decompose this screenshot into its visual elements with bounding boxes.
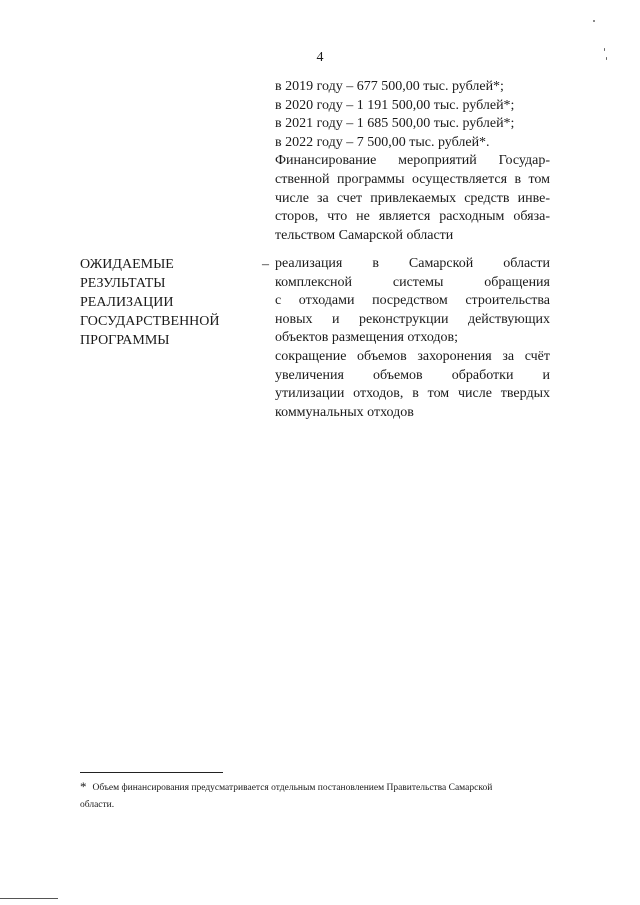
bottom-edge-line: [0, 898, 58, 899]
scan-speck: [606, 57, 607, 60]
results-body-line: реализация в Самарской области: [275, 256, 550, 271]
results-dash: –: [262, 257, 269, 272]
scan-speck: [604, 48, 605, 51]
footnote: [80, 778, 560, 814]
funding-note-line: Финансирование мероприятий Государ-: [275, 153, 550, 169]
results-label-line: ОЖИДАЕМЫЕ: [80, 257, 174, 272]
results-body-line: объектов размещения отходов;: [275, 330, 459, 346]
funding-year-2022: в 2022 году – 7 500,00 тыс. рублей*.: [275, 134, 490, 150]
results-label-line: РЕЗУЛЬТАТЫ: [80, 276, 166, 291]
funding-note-line: сторов, что не является расходным обяза-: [275, 209, 550, 225]
results-label-line: РЕАЛИЗАЦИИ: [80, 295, 174, 310]
results-label-line: ПРОГРАММЫ: [80, 333, 170, 348]
results-body-line: коммунальных отходов: [275, 404, 414, 420]
results-body-line: увеличения объемов обработки и: [275, 367, 550, 383]
funding-year-2020: в 2020 году – 1 191 500,00 тыс. рублей*;: [275, 97, 515, 113]
results-label-line: ГОСУДАРСТВЕННОЙ: [80, 314, 220, 329]
results-body-line: с отходами посредством строительства: [275, 293, 550, 309]
funding-year-2021: в 2021 году – 1 685 500,00 тыс. рублей*;: [275, 116, 515, 132]
footnote-text-continued: области.: [80, 800, 115, 810]
results-body-line: новых и реконструкции действующих: [275, 311, 550, 327]
results-body-line: утилизации отходов, в том числе твердых: [275, 386, 550, 402]
footnote-asterisk: *: [80, 779, 87, 794]
expected-results-label: [80, 255, 255, 350]
scan-speck: [593, 20, 595, 22]
results-body-line: комплексной системы обращения: [275, 274, 550, 290]
footnote-text: Объем финансирования предусматривается отдельным постановлением Правительства Самарской: [92, 783, 493, 793]
footnote-divider: [80, 772, 223, 773]
funding-year-2019: в 2019 году – 677 500,00 тыс. рублей*;: [275, 79, 504, 94]
funding-note-line: тельством Самарской области: [275, 227, 454, 243]
expected-results-body: [275, 255, 550, 422]
funding-note: [275, 152, 550, 245]
results-body-line: сокращение объемов захоронения за счёт: [275, 348, 550, 364]
page-number: 4: [316, 50, 324, 65]
funding-section: [275, 78, 550, 245]
funding-note-line: ственной программы осуществляется в том: [275, 171, 550, 187]
funding-note-line: числе за счет привлекаемых средств инве-: [275, 190, 550, 206]
